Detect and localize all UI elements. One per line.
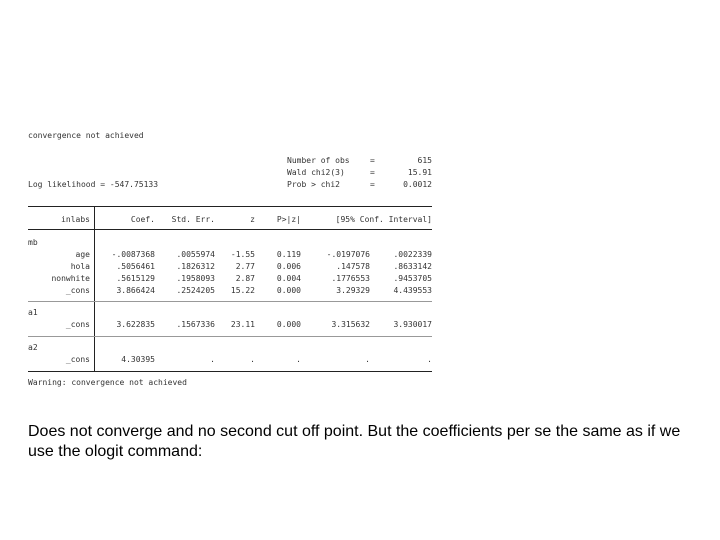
- row-coef: 3.622835: [116, 320, 155, 329]
- row-p: 0.006: [276, 262, 301, 271]
- row-ci-low: .: [365, 355, 370, 364]
- row-se: .1567336: [176, 320, 215, 329]
- row-var: _cons: [65, 355, 90, 364]
- stat-eq-prob: =: [370, 180, 375, 189]
- column-header-var: inlabs: [61, 215, 90, 224]
- row-p: .: [296, 355, 301, 364]
- equation-label-a2: a2: [28, 343, 38, 352]
- stat-eq-obs: =: [370, 156, 375, 165]
- table-header-rule: [28, 229, 432, 230]
- row-ci-high: .8633142: [393, 262, 432, 271]
- row-coef: 4.30395: [121, 355, 155, 364]
- row-ci-high: .: [427, 355, 432, 364]
- row-p: 0.000: [276, 320, 301, 329]
- block-separator: [28, 336, 432, 337]
- convergence-warning: Warning: convergence not achieved: [28, 378, 187, 387]
- row-p: 0.000: [276, 286, 301, 295]
- row-coef: .5056461: [116, 262, 155, 271]
- column-header-coef: Coef.: [130, 215, 155, 224]
- row-coef: -.0087368: [111, 250, 155, 259]
- block-separator: [28, 301, 432, 302]
- stat-label-wald: Wald chi2(3): [287, 168, 345, 177]
- stat-value-wald: 15.91: [407, 168, 432, 177]
- row-ci-low: -.0197076: [326, 250, 370, 259]
- table-top-rule: [28, 206, 432, 207]
- row-se: .: [210, 355, 215, 364]
- stat-eq-wald: =: [370, 168, 375, 177]
- column-header-se: Std. Err.: [171, 215, 215, 224]
- row-p: 0.119: [276, 250, 301, 259]
- column-header-z: z: [250, 215, 255, 224]
- row-ci-high: .0022339: [393, 250, 432, 259]
- row-se: .1958093: [176, 274, 215, 283]
- row-ci-high: .9453705: [393, 274, 432, 283]
- row-p: 0.004: [276, 274, 301, 283]
- row-se: .0055974: [176, 250, 215, 259]
- row-var: nonwhite: [51, 274, 90, 283]
- row-ci-low: .147578: [336, 262, 370, 271]
- stat-label-obs: Number of obs: [287, 156, 350, 165]
- slide-caption: Does not converge and no second cut off point. But the coefficients per se the same as if we use the ologit command:: [28, 423, 681, 460]
- row-z: 15.22: [230, 286, 255, 295]
- row-ci-low: 3.315632: [331, 320, 370, 329]
- row-coef: 3.866424: [116, 286, 155, 295]
- row-ci-low: 3.29329: [336, 286, 370, 295]
- column-header-p: P>|z|: [276, 215, 301, 224]
- row-coef: .5615129: [116, 274, 155, 283]
- row-se: .1826312: [176, 262, 215, 271]
- table-bottom-rule: [28, 371, 432, 372]
- equation-label-a1: a1: [28, 308, 38, 317]
- log-likelihood: Log likelihood = -547.75133: [28, 180, 159, 189]
- row-var: _cons: [65, 320, 90, 329]
- row-ci-low: .1776553: [331, 274, 370, 283]
- stat-value-prob: 0.0012: [403, 180, 432, 189]
- row-z: .: [250, 355, 255, 364]
- stat-label-prob: Prob > chi2: [287, 180, 340, 189]
- row-var: hola: [70, 262, 90, 271]
- column-header-ci: [95% Conf. Interval]: [335, 215, 432, 224]
- convergence-header: convergence not achieved: [28, 131, 144, 140]
- row-ci-high: 3.930017: [393, 320, 432, 329]
- row-z: 23.11: [230, 320, 255, 329]
- row-ci-high: 4.439553: [393, 286, 432, 295]
- row-var: _cons: [65, 286, 90, 295]
- equation-label-mb: mb: [28, 238, 38, 247]
- stat-value-obs: 615: [417, 156, 432, 165]
- row-var: age: [75, 250, 90, 259]
- row-se: .2524205: [176, 286, 215, 295]
- row-z: 2.77: [235, 262, 255, 271]
- row-z: 2.87: [235, 274, 255, 283]
- row-z: -1.55: [230, 250, 255, 259]
